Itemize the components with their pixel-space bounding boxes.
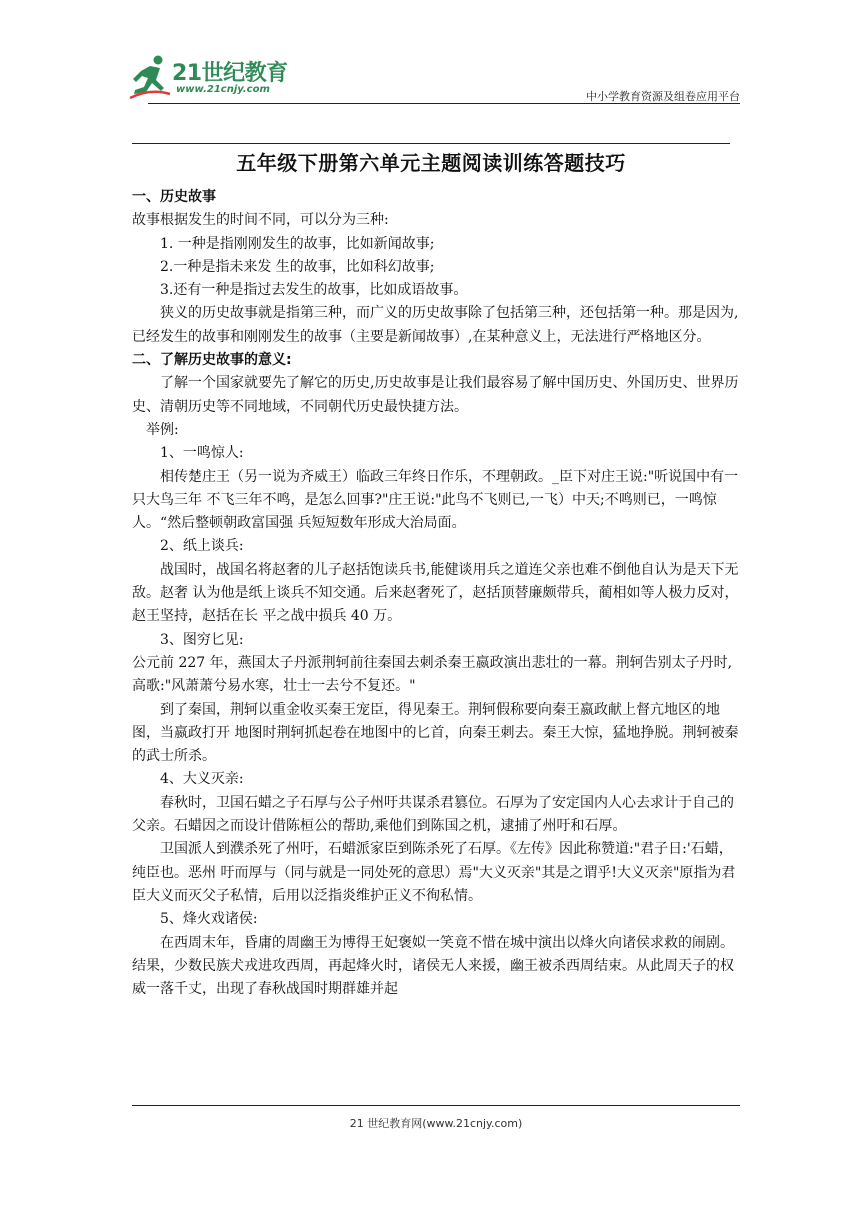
page-header bbox=[128, 54, 740, 104]
paragraph: 公元前 227 年，燕国太子丹派荆轲前往秦国去刺杀秦王嬴政演出悲壮的一幕。荆轲告别太子丹时,高歌:"风萧萧兮易水寒，壮士一去兮不复还。" bbox=[132, 654, 733, 695]
logo bbox=[128, 54, 288, 100]
logo-url: www.21cnjy.com bbox=[176, 84, 270, 95]
example-heading: 4、大义灭亲: bbox=[160, 771, 244, 788]
footer-divider bbox=[132, 1105, 740, 1106]
list-item: 1. 一种是指刚刚发生的故事，比如新闻故事; bbox=[160, 235, 435, 252]
example-heading: 3、图穷匕见: bbox=[160, 631, 244, 648]
paragraph: 到了秦国，荆轲以重金收买秦王宠臣，得见秦王。荆轲假称要向秦王嬴政献上督亢地区的地图，当嬴政打开 地图时荆轲抓起卷在地图中的匕首，向秦王刺去。秦王大惊，猛地挣脱。荆轲被秦的武士所杀。 bbox=[132, 701, 739, 765]
list-item: 2.一种是指未来发 生的故事，比如科幻故事; bbox=[160, 258, 435, 275]
header-divider bbox=[148, 103, 740, 104]
example-heading: 1、一鸣惊人: bbox=[160, 445, 244, 462]
logo-text: 21世纪教育 bbox=[172, 61, 288, 86]
platform-name: 中小学教育资源及组卷应用平台 bbox=[586, 90, 740, 103]
runner-logo-icon bbox=[128, 54, 172, 100]
page-footer: 21 世纪教育网(www.21cnjy.com) bbox=[349, 1117, 523, 1130]
paragraph: 在西周末年，昏庸的周幽王为博得王妃褒姒一笑竟不惜在城中演出以烽火向诸侯求救的闹剧。结果，少数民族犬戎进攻西周，再起烽火时，诸侯无人来援，幽王被杀西周结束。从此周天子的权威一落千丈，出现了春秋战国时期群雄并起 bbox=[132, 934, 734, 998]
paragraph: 了解一个国家就要先了解它的历史,历史故事是让我们最容易了解中国历史、外国历史、世界历史、清朝历史等不同地域，不同朝代历史最快捷方法。 bbox=[132, 375, 739, 415]
section-heading: 一、历史故事 bbox=[132, 189, 216, 205]
title-divider bbox=[132, 143, 730, 144]
paragraph: 故事根据发生的时间不同，可以分为三种: bbox=[132, 212, 389, 229]
paragraph: 战国时，战国名将赵奢的儿子赵括饱读兵书,能健谈用兵之道连父亲也难不倒他自认为是天下无敌。赵奢 认为他是纸上谈兵不知交通。后来赵奢死了，赵括顶替廉颇带兵，蔺相如等人极力反对，赵王坚持，赵括在长 平之战中损兵 40 万。 bbox=[132, 561, 739, 625]
example-heading: 2、纸上谈兵: bbox=[160, 538, 244, 555]
document-body bbox=[132, 186, 740, 1001]
section-heading: 二、了解历史故事的意义: bbox=[132, 352, 292, 369]
paragraph: 春秋时，卫国石蜡之子石厚与公子州吁共谋杀君篡位。石厚为了安定国内人心去求计于自己的父亲。石蜡因之而设计借陈桓公的帮助,乘他们到陈国之机，逮捕了州吁和石厚。 bbox=[132, 794, 734, 835]
list-item: 3.还有一种是指过去发生的故事，比如成语故事。 bbox=[160, 282, 468, 299]
example-label: 举例: bbox=[146, 421, 179, 438]
paragraph: 相传楚庄王（另一说为齐威王）临政三年终日作乐，不理朝政。_臣下对庄王说:"听说国中有一只大鸟三年 不飞三年不鸣，是怎么回事?"庄王说:"此鸟不飞则已,一飞）中天;不鸣则已，一鸣惊人。“然后整顿朝政富国强 兵短短数年形成大治局面。 bbox=[132, 468, 739, 532]
example-heading: 5、烽火戏诸侯: bbox=[160, 911, 258, 928]
paragraph: 狭义的历史故事就是指第三种，而广义的历史故事除了包括第三种，还包括第一种。那是因为,已经发生的故事和刚刚发生的故事（主要是新闻故事）,在某种意义上，无法进行严格地区分。 bbox=[132, 305, 739, 345]
page-title: 五年级下册第六单元主题阅读训练答题技巧 bbox=[236, 151, 626, 175]
paragraph: 卫国派人到濮杀死了州吁，石蜡派家臣到陈杀死了石厚。《左传》因此称赞道:"君子日:'石蜡，纯臣也。恶州 吁而厚与（同与就是一同处死的意思）焉"大义灭亲"其是之谓乎!大义灭亲"原指为君臣大义而灭父子私情，后用以泛指炎维护正义不徇私情。 bbox=[132, 841, 736, 904]
